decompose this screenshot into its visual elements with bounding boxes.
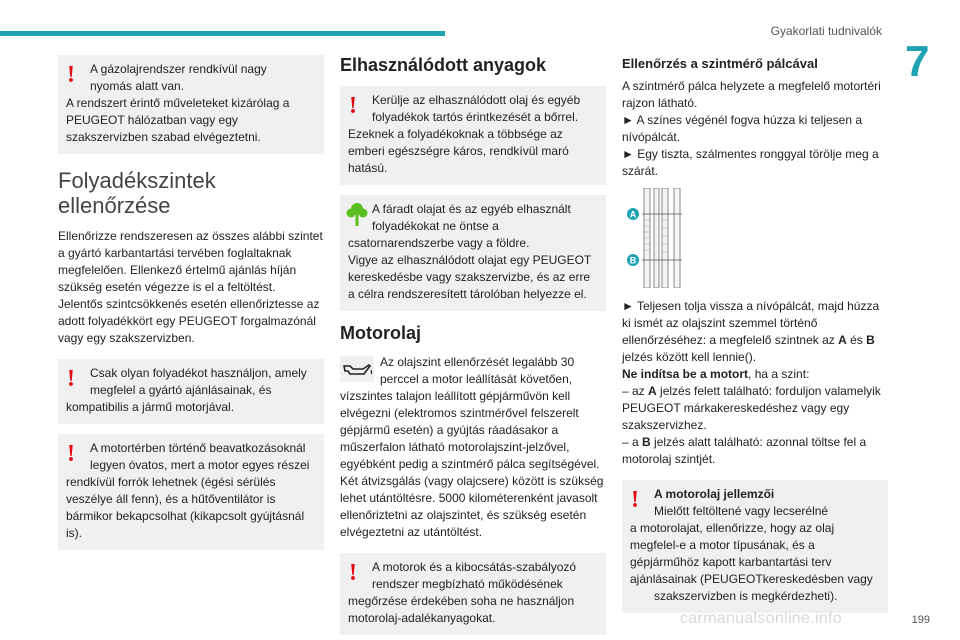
warning-text-body: kompatibilis a jármű motorjával. xyxy=(66,400,235,414)
column-3 xyxy=(622,55,888,623)
chapter-number: 7 xyxy=(905,37,930,86)
dipstick-illustration xyxy=(624,188,694,288)
warning-box-oil-specs xyxy=(622,480,888,613)
warning-icon: ! xyxy=(349,93,357,119)
warning-icon: ! xyxy=(67,366,75,392)
step-check-level: ► Teljesen tolja vissza a nívópálcát, majd húzza ki ismét az olajszint szemmel történő ellenőrzéséhez: a megfelelő szintnek az A és B jelzés között kell lennie(). xyxy=(622,299,880,364)
step-pull-dipstick: ► A színes végénél fogva húzza ki teljesen a nívópálcát. xyxy=(622,113,863,144)
warning-text-rest: Mielőtt feltöltené vagy lecserélné xyxy=(654,504,829,518)
warning-text-rest: megfelel a gyártó ajánlásainak, és xyxy=(90,383,272,397)
warning-icon: ! xyxy=(349,560,357,586)
step-wipe-dipstick: ► Egy tiszta, szálmentes ronggyal törölje meg a szárát. xyxy=(622,147,879,178)
warning-box-engine-hot xyxy=(58,434,324,550)
paragraph-oil-check: Az olajszint ellenőrzését legalább 30 perccel a motor leállítását követően, vízszintes talajon leállított gépjárművön kell elvégezni (elektromos szintmérővel felszerelt gépjármű esetén) a gyújtás ráadásakor a műszerfalon látható motorolajszint-jelzővel, egyébként pedig a szintmérő pálca segítségével. xyxy=(340,355,600,471)
column-1 xyxy=(58,55,324,560)
column-2 xyxy=(340,55,606,640)
warning-text-first: A motorok és a kibocsátás-szabályozó xyxy=(372,560,577,574)
condition-above-a: – az A jelzés felett található: forduljon valamelyik PEUGEOT márkakereskedéshez vagy egy szakszervizhez. xyxy=(622,384,881,432)
eco-box-disposal xyxy=(340,195,606,311)
tree-eco-icon xyxy=(346,201,368,227)
warning-box-fluid-compat xyxy=(58,359,324,424)
warning-text-rest: rendszer megbízható működésének xyxy=(372,577,563,591)
paragraph-oil-topup: Két átvizsgálás (vagy olajcsere) között is szükség lehet utántöltésre. 5000 kilométerenként javasolt ellenőriztetni az olajszintet, és szükség esetén elvégeztetni az utántöltést. xyxy=(340,474,604,539)
eco-text-body2: Vigye az elhasználódott olajat egy PEUGEOT kereskedésbe vagy szakszervizbe, és az erre a célra rendszeresített tárolóban helyezze el. xyxy=(348,253,592,301)
warning-text-first: Csak olyan folyadékot használjon, amely xyxy=(90,366,307,380)
oil-can-icon xyxy=(340,356,374,382)
marker-b-label: B xyxy=(629,255,637,266)
warning-text-rest: folyadékok tartós érintkezését a bőrrel. xyxy=(372,110,579,124)
warning-text-rest: legyen óvatos, mert a motor egyes részei xyxy=(90,458,310,472)
paragraph-dipstick-location: A szintmérő pálca helyzete a megfelelő motortéri rajzon látható. xyxy=(622,79,881,110)
header-accent-bar xyxy=(0,31,445,36)
warning-text-tail: szakszervizben is megkérdezheti). xyxy=(654,589,838,603)
warning-text-body: rendkívül forrók lehetnek (égési sérülés veszélye áll fenn), és a hűtőventilátor is bármikor bekapcsolhat (kikapcsolt gyújtásnál is). xyxy=(66,475,305,540)
warning-text-body: a motorolajat, ellenőrizze, hogy az olaj megfelel-e a motor típusának, és a gépjárműhöz kapott karbantartási terv ajánlásainak (PEUGEOTkereskedésben vagy xyxy=(630,521,873,586)
section-title-used-materials: Elhasználódott anyagok xyxy=(340,55,547,75)
watermark: carmanualsonline.info xyxy=(680,610,842,627)
warning-box-skin-contact xyxy=(340,86,606,185)
page-number: 199 xyxy=(911,614,930,626)
section-title-dipstick: Ellenőrzés a szintmérő pálcával xyxy=(622,56,818,71)
warning-box-oil-additives xyxy=(340,553,606,635)
warning-title: A motorolaj jellemzői xyxy=(654,487,775,501)
section-title-fluid-levels: Folyadékszintek ellenőrzése xyxy=(58,168,216,218)
eco-text-first: A fáradt olajat és az egyéb elhasznált xyxy=(372,202,571,216)
marker-a-label: A xyxy=(629,209,637,220)
warning-icon: ! xyxy=(67,62,75,88)
warning-text-first: A motortérben történő beavatkozásoknál xyxy=(90,441,306,455)
eco-text-body: csatornarendszerbe vagy a földre. xyxy=(348,236,530,250)
paragraph-fluid-levels: Ellenőrizze rendszeresen az összes alábbi szintet a gyártó karbantartási tervében foglaltaknak megfelelően. Ellenkező értelmű ajánlás híján szükség esetén végezze is el a feltöltést. xyxy=(58,229,323,294)
paragraph-fluid-drop: Jelentős szintcsökkenés esetén ellenőriztesse az adott folyadékkört egy PEUGEOT forgalmazónál vagy egy szakszervizben. xyxy=(58,297,320,345)
eco-text-rest: folyadékokat ne öntse a xyxy=(372,219,499,233)
warning-box-fuel-pressure xyxy=(58,55,324,154)
warning-text-first: Kerülje az elhasználódott olaj és egyéb xyxy=(372,93,581,107)
notice-do-not-start: Ne indítsa be a motort, ha a szint: xyxy=(622,367,810,381)
section-title-engine-oil: Motorolaj xyxy=(340,323,421,343)
warning-icon: ! xyxy=(67,441,75,467)
condition-below-b: – a B jelzés alatt található: azonnal töltse fel a motorolaj szintjét. xyxy=(622,435,867,466)
warning-text-body: Ezeknek a folyadékoknak a többsége az emberi egészségre káros, rendkívül maró hatású. xyxy=(348,127,569,175)
warning-icon: ! xyxy=(631,487,639,513)
warning-text-first: A gázolajrendszer rendkívül nagy xyxy=(90,62,267,76)
warning-text-body: megőrzése érdekében soha ne használjon motorolaj-adalékanyagokat. xyxy=(348,594,575,625)
warning-text-body: A rendszert érintő műveleteket kizárólag a PEUGEOT hálózatban vagy egy szakszervizben szabad elvégeztetni. xyxy=(66,96,290,144)
header-title: Gyakorlati tudnivalók xyxy=(770,24,882,38)
warning-text-rest: nyomás alatt van. xyxy=(90,79,185,93)
